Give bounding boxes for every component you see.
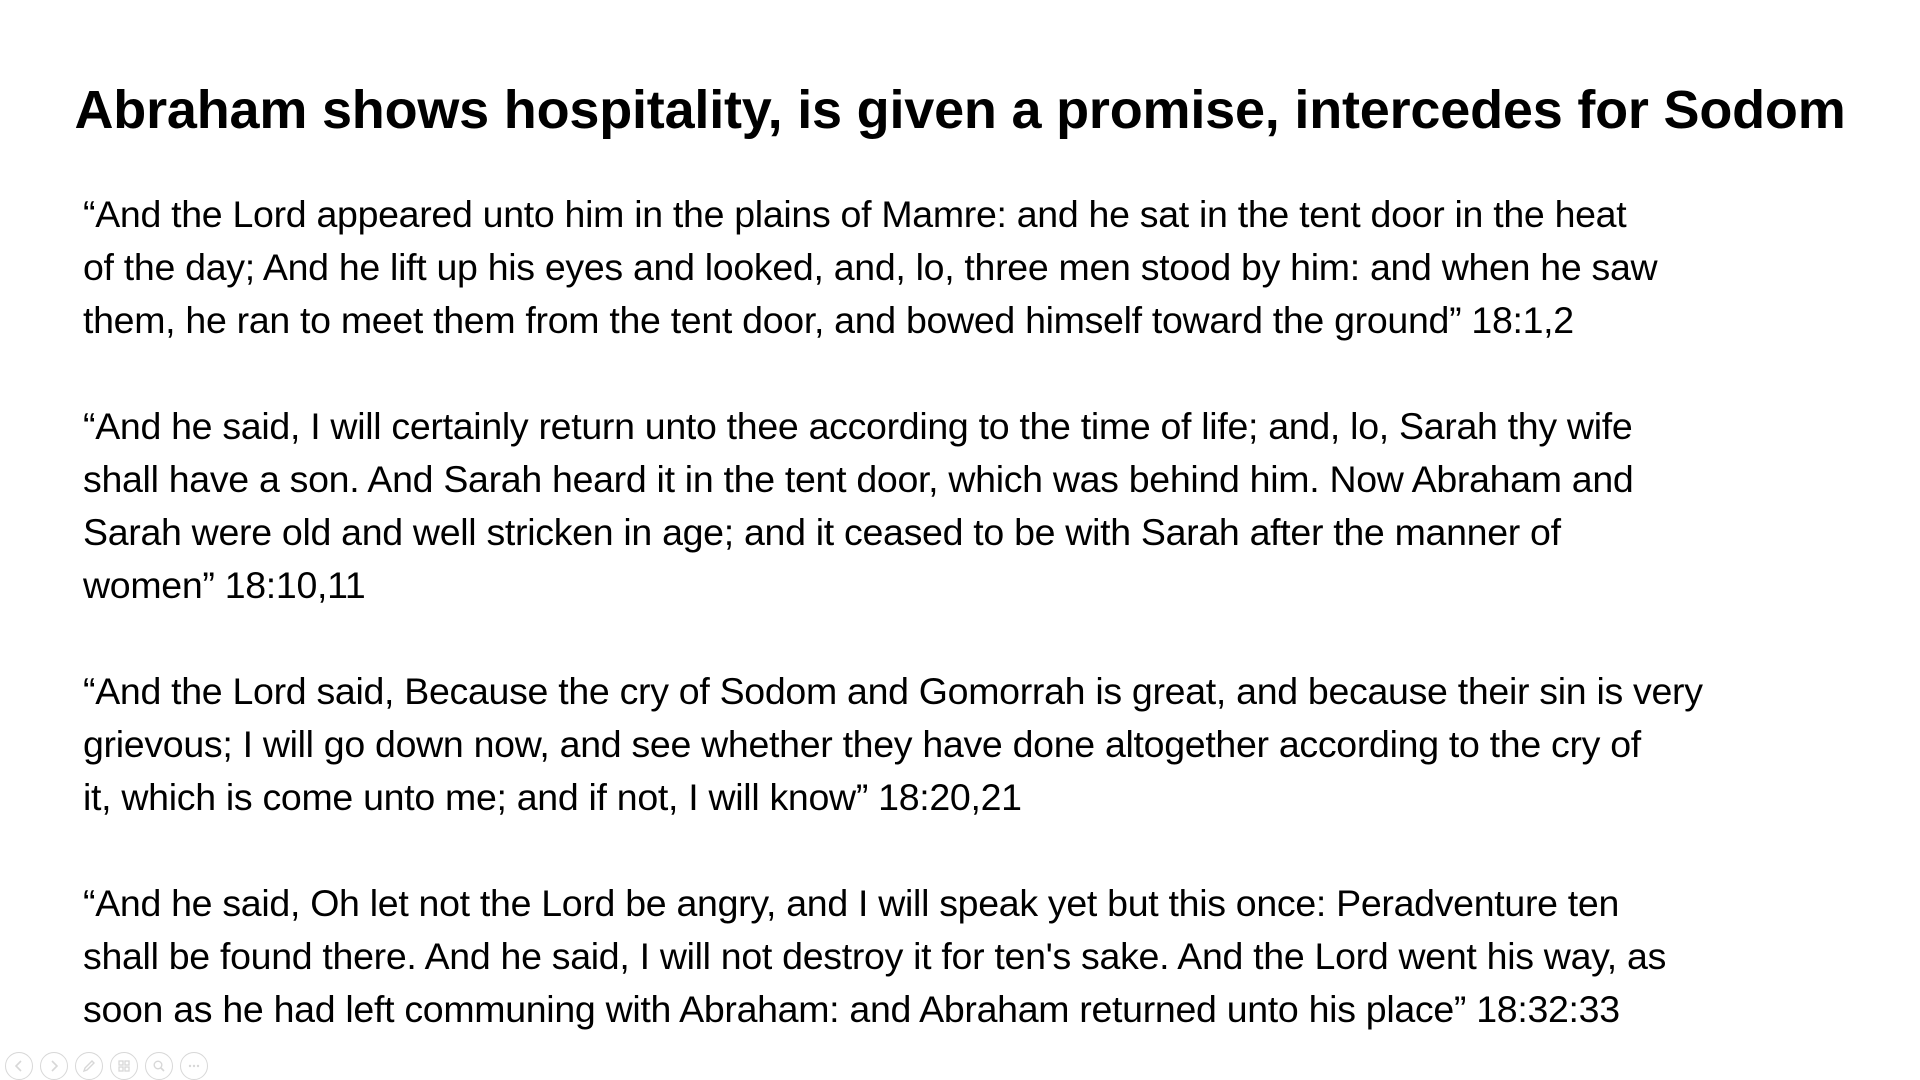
verse-line: soon as he had left communing with Abraham: and Abraham returned unto his place” 18:32:33	[83, 988, 1620, 1030]
previous-slide-button[interactable]	[5, 1052, 33, 1080]
verse-line: “And the Lord appeared unto him in the plains of Mamre: and he sat in the tent door in the heat	[83, 193, 1627, 235]
verse-paragraph-3	[83, 665, 1873, 824]
verse-line: “And he said, I will certainly return unto thee according to the time of life; and, lo, Sarah thy wife	[83, 405, 1633, 447]
slide-title: Abraham shows hospitality, is given a promise, intercedes for Sodom	[74, 80, 1846, 140]
verse-paragraph-1	[83, 188, 1873, 347]
verse-line: Sarah were old and well stricken in age; and it ceased to be with Sarah after the manner of	[83, 511, 1561, 553]
verse-line: shall be found there. And he said, I will not destroy it for ten's sake. And the Lord went his way, as	[83, 935, 1667, 977]
pen-tool-button[interactable]	[75, 1052, 103, 1080]
slideshow-control-bar	[5, 1052, 208, 1080]
chevron-left-icon	[11, 1058, 27, 1074]
more-options-button[interactable]	[180, 1052, 208, 1080]
verse-paragraph-4	[83, 877, 1873, 1036]
slides-grid-icon	[116, 1058, 132, 1074]
verse-line: of the day; And he lift up his eyes and looked, and, lo, three men stood by him: and when he saw	[83, 246, 1658, 288]
verse-line: shall have a son. And Sarah heard it in the tent door, which was behind him. Now Abraham and	[83, 458, 1634, 500]
verse-line: grievous; I will go down now, and see whether they have done altogether according to the cry of	[83, 723, 1641, 765]
verse-line: it, which is come unto me; and if not, I will know” 18:20,21	[83, 776, 1022, 818]
next-slide-button[interactable]	[40, 1052, 68, 1080]
verse-line: women” 18:10,11	[83, 564, 366, 606]
ellipsis-icon	[186, 1058, 202, 1074]
verse-line: “And he said, Oh let not the Lord be angry, and I will speak yet but this once: Peradventure ten	[83, 882, 1620, 924]
see-all-slides-button[interactable]	[110, 1052, 138, 1080]
zoom-button[interactable]	[145, 1052, 173, 1080]
chevron-right-icon	[46, 1058, 62, 1074]
pen-icon	[81, 1058, 97, 1074]
verse-paragraph-2	[83, 400, 1873, 612]
magnifier-icon	[151, 1058, 167, 1074]
verse-line: “And the Lord said, Because the cry of Sodom and Gomorrah is great, and because their sin is very	[83, 670, 1703, 712]
verse-line: them, he ran to meet them from the tent door, and bowed himself toward the ground” 18:1,2	[83, 299, 1574, 341]
slide-body	[83, 188, 1873, 1036]
